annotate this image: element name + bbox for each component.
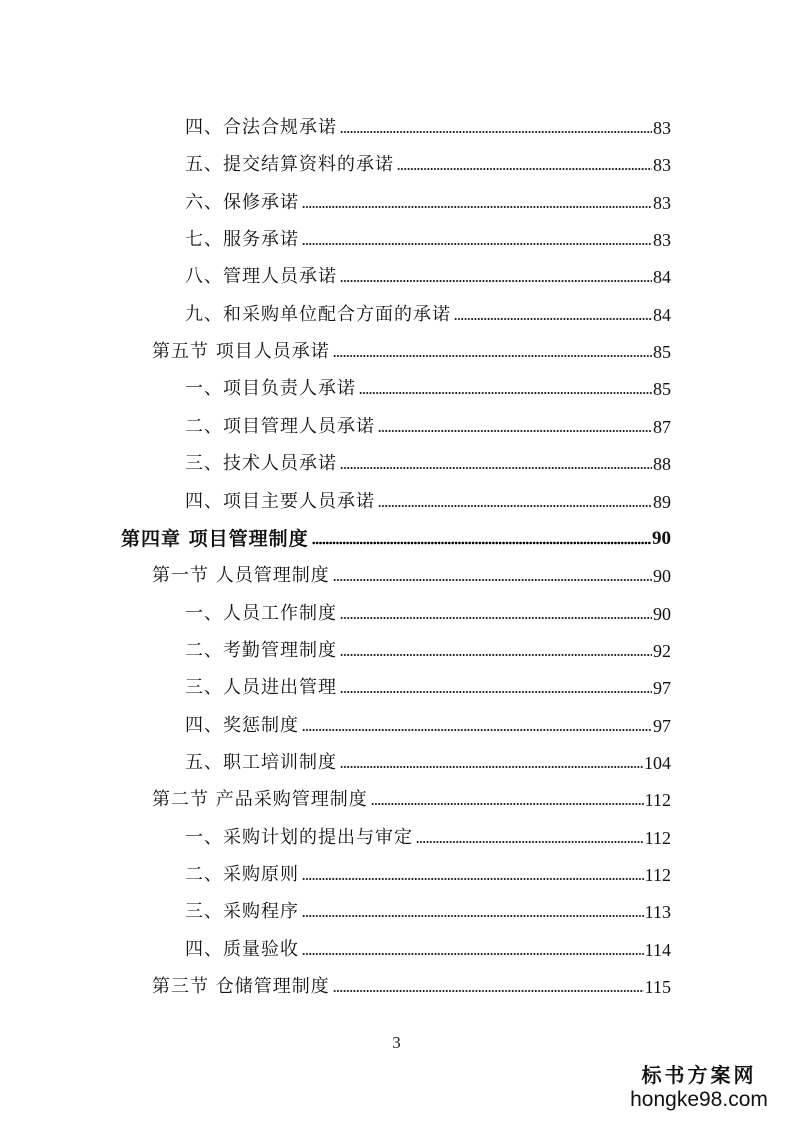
toc-entry[interactable]: [185, 214, 671, 251]
toc-entry[interactable]: [185, 886, 671, 923]
toc-dot-leader: [340, 465, 652, 471]
toc-entry[interactable]: [121, 513, 671, 550]
toc-dot-leader: [302, 241, 652, 247]
toc-dot-leader: [371, 801, 644, 807]
toc-entry-title: 九、和采购单位配合方面的承诺: [185, 303, 451, 325]
toc-entry-page-number: 97: [653, 715, 671, 736]
toc-entry[interactable]: [185, 700, 671, 737]
toc-entry[interactable]: [185, 812, 671, 849]
toc-entry-title: 第一节 人员管理制度: [152, 565, 330, 587]
toc-entry-title: 二、项目管理人员承诺: [185, 415, 375, 437]
toc-entry-page-number: 89: [653, 491, 671, 512]
toc-entry-page-number: 114: [644, 939, 671, 960]
toc-entry-page-number: 84: [653, 304, 671, 325]
toc-dot-leader: [333, 988, 644, 994]
toc-dot-leader: [302, 204, 652, 210]
toc-entry-page-number: 90: [653, 603, 671, 624]
toc-entry[interactable]: [185, 924, 671, 961]
toc-entry-title: 三、人员进出管理: [185, 677, 337, 699]
toc-entry-title: 二、考勤管理制度: [185, 639, 337, 661]
toc-entry[interactable]: [185, 363, 671, 400]
toc-dot-leader: [302, 727, 652, 733]
toc-entry-title: 第二节 产品采购管理制度: [152, 789, 368, 811]
toc-entry-page-number: 113: [644, 902, 671, 923]
toc-entry[interactable]: [185, 401, 671, 438]
toc-dot-leader: [378, 428, 652, 434]
toc-dot-leader: [340, 764, 643, 770]
toc-entry-title: 一、人员工作制度: [185, 602, 337, 624]
toc-entry-title: 第五节 项目人员承诺: [152, 341, 330, 363]
toc-dot-leader: [340, 278, 652, 284]
toc-entry-page-number: 83: [653, 192, 671, 213]
toc-entry[interactable]: [185, 737, 671, 774]
toc-entry[interactable]: [185, 476, 671, 513]
toc-dot-leader: [378, 503, 652, 509]
toc-entry[interactable]: [185, 662, 671, 699]
toc-entry-page-number: 92: [653, 640, 671, 661]
toc-entry-title: 一、采购计划的提出与审定: [185, 826, 413, 848]
toc-dot-leader: [454, 316, 652, 322]
toc-entry[interactable]: [185, 588, 671, 625]
toc-dot-leader: [333, 577, 652, 583]
toc-dot-leader: [312, 540, 651, 546]
watermark-site-name: 标书方案网: [641, 1063, 757, 1087]
toc-entry-title: 六、保修承诺: [185, 191, 299, 213]
toc-dot-leader: [302, 876, 644, 882]
toc-entry[interactable]: [185, 139, 671, 176]
toc-entry-page-number: 112: [644, 827, 671, 848]
toc-dot-leader: [333, 353, 652, 359]
toc-entry-page-number: 115: [644, 977, 671, 998]
toc-entry-title: 四、质量验收: [185, 938, 299, 960]
toc-dot-leader: [340, 129, 652, 135]
toc-entry-page-number: 90: [652, 527, 671, 549]
toc-entry-title: 第三节 仓储管理制度: [152, 976, 330, 998]
toc-entry-title: 一、项目负责人承诺: [185, 378, 356, 400]
toc-entry[interactable]: [185, 102, 671, 139]
toc-entry-title: 四、项目主要人员承诺: [185, 490, 375, 512]
toc-entry[interactable]: [185, 177, 671, 214]
toc-entry-page-number: 83: [653, 230, 671, 251]
toc-entry[interactable]: [185, 625, 671, 662]
toc-entry-page-number: 85: [653, 342, 671, 363]
toc-entry[interactable]: [152, 961, 671, 998]
toc-entry[interactable]: [152, 326, 671, 363]
watermark-url: hongke98.com: [630, 1088, 768, 1111]
toc-entry[interactable]: [152, 774, 671, 811]
toc-entry-page-number: 88: [653, 454, 671, 475]
toc-entry-title: 三、技术人员承诺: [185, 453, 337, 475]
toc-entry-title: 七、服务承诺: [185, 229, 299, 251]
toc-dot-leader: [397, 166, 652, 172]
toc-entry-title: 四、合法合规承诺: [185, 117, 337, 138]
toc-entry-title: 四、奖惩制度: [185, 714, 299, 736]
toc-entry-page-number: 83: [653, 118, 671, 138]
toc-entry[interactable]: [152, 550, 671, 587]
table-of-contents: [0, 102, 793, 1002]
toc-entry-page-number: 112: [644, 865, 671, 885]
toc-entry-page-number: 104: [644, 752, 671, 773]
toc-entry[interactable]: [185, 289, 671, 326]
toc-entry[interactable]: [185, 251, 671, 288]
toc-entry-page-number: 97: [653, 678, 671, 699]
toc-entry-title: 三、采购程序: [185, 901, 299, 923]
toc-entry-page-number: 87: [653, 416, 671, 437]
toc-entry-page-number: 85: [653, 379, 671, 400]
toc-entry[interactable]: [185, 438, 671, 475]
toc-entry-title: 五、提交结算资料的承诺: [185, 154, 394, 176]
toc-entry-page-number: 83: [653, 155, 671, 176]
toc-dot-leader: [302, 951, 644, 957]
toc-entry-page-number: 112: [644, 790, 671, 811]
toc-dot-leader: [340, 689, 652, 695]
toc-entry[interactable]: [185, 849, 671, 886]
toc-entry-page-number: 90: [653, 566, 671, 587]
toc-dot-leader: [416, 839, 644, 845]
toc-dot-leader: [340, 615, 652, 621]
toc-dot-leader: [340, 652, 652, 658]
toc-dot-leader: [359, 390, 652, 396]
toc-entry-title: 第四章 项目管理制度: [121, 527, 309, 550]
site-watermark: [619, 1062, 779, 1112]
toc-entry-title: 五、职工培训制度: [185, 751, 337, 773]
toc-entry-page-number: 84: [653, 267, 671, 288]
toc-dot-leader: [302, 913, 644, 919]
toc-entry-title: 二、采购原则: [185, 864, 299, 885]
toc-entry-title: 八、管理人员承诺: [185, 266, 337, 288]
page-number: 3: [392, 1033, 401, 1052]
